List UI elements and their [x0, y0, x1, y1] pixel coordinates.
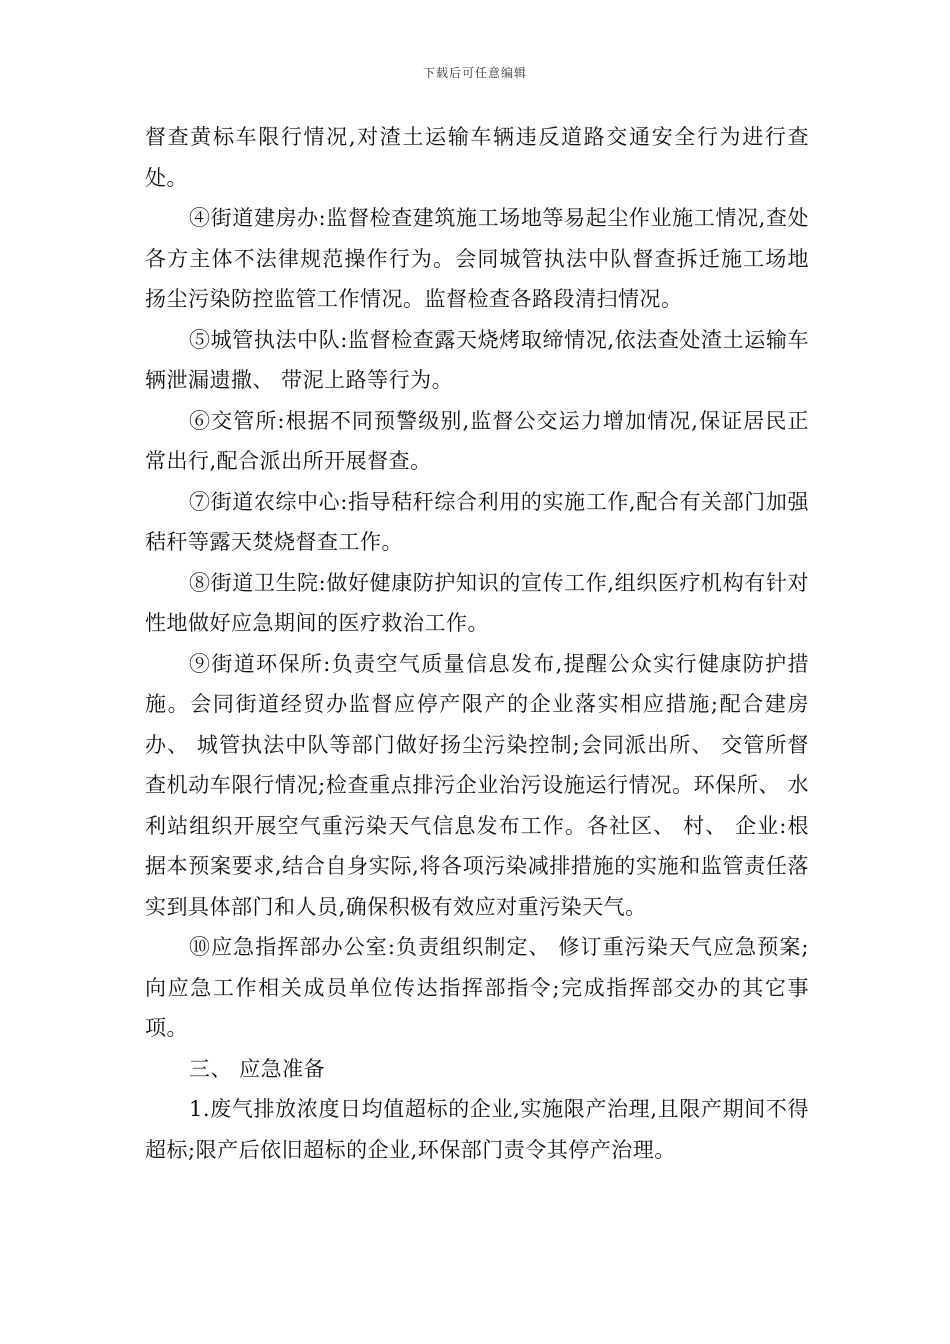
document-body [145, 117, 809, 1170]
paragraph-urban-enforcement: ⑤城管执法中队:监督检查露天烧烤取缔情况,依法查处渣土运输车辆泄漏遗撒、 带泥上路等行为。 [145, 327, 809, 392]
section-heading-emergency-preparation: 三、 应急准备 [189, 1056, 326, 1081]
paragraph-health-center: ⑧街道卫生院:做好健康防护知识的宣传工作,组织医疗机构有针对性地做好应急期间的医疗救治工作。 [145, 570, 809, 635]
paragraph-command-office: ⑩应急指挥部办公室:负责组织制定、 修订重污染天气应急预案;向应急工作相关成员单位传达指挥部指令;完成指挥部交办的其它事项。 [145, 935, 809, 1040]
page-header: 下载后可任意编辑 [422, 66, 527, 80]
paragraph-traffic-office: ⑥交管所:根据不同预警级别,监督公交运力增加情况,保证居民正常出行,配合派出所开展督查。 [145, 408, 809, 473]
paragraph-agriculture-center: ⑦街道农综中心:指导秸秆综合利用的实施工作,配合有关部门加强秸秆等露天焚烧督查工作。 [145, 489, 809, 554]
paragraph-item-1: 1.废气排放浓度日均值超标的企业,实施限产治理,且限产期间不得超标;限产后依旧超标的企业,环保部门责令其停产治理。 [145, 1097, 809, 1162]
paragraph-building-office: ④街道建房办:监督检查建筑施工场地等易起尘作业施工情况,查处各方主体不法律规范操作行为。会同城管执法中队督查拆迁施工场地扬尘污染防控监管工作情况。监督检查各路段清扫情况。 [145, 206, 809, 311]
paragraph-environment-office: ⑨街道环保所:负责空气质量信息发布,提醒公众实行健康防护措施。会同街道经贸办监督应停产限产的企业落实相应措施;配合建房办、 城管执法中队等部门做好扬尘污染控制;会同派出所、 交管所督查机动车限行情况;检查重点排污企业治污设施运行情况。环保所、 水利站组织开展空气重污染天气信息发布工作。各社区、 村、 企业:根据本预案要求,结合自身实际,将各项污染减排措施的实施和监管责任落实到具体部门和人员,确保积极有效应对重污染天气。 [145, 651, 809, 919]
paragraph-continuation: 督查黄标车限行情况,对渣土运输车辆违反道路交通安全行为进行查处。 [145, 125, 809, 190]
